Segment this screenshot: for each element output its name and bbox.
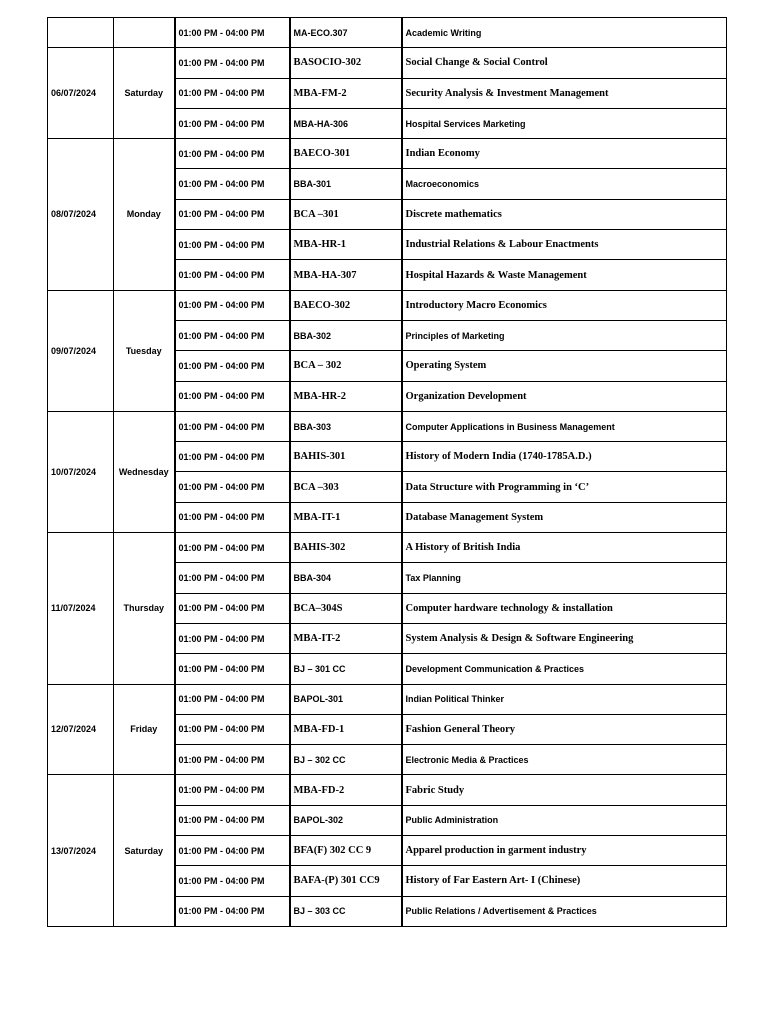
exam-schedule-sheet [47, 17, 727, 927]
course-code: BFA(F) 302 CC 9 [290, 836, 402, 866]
course-subject: Organization Development [402, 381, 727, 411]
course-code: MBA-IT-1 [290, 502, 402, 532]
course-code: BAHIS-302 [290, 533, 402, 563]
course-code: BJ – 303 CC [290, 896, 402, 926]
exam-time: 01:00 PM - 04:00 PM [175, 169, 290, 199]
course-subject: Academic Writing [402, 18, 727, 48]
exam-day: Saturday [114, 48, 175, 139]
exam-time: 01:00 PM - 04:00 PM [175, 108, 290, 138]
course-code: BBA-302 [290, 320, 402, 350]
exam-time: 01:00 PM - 04:00 PM [175, 290, 290, 320]
course-subject: Industrial Relations & Labour Enactments [402, 230, 727, 260]
course-subject: System Analysis & Design & Software Engineering [402, 623, 727, 653]
exam-time: 01:00 PM - 04:00 PM [175, 260, 290, 290]
course-subject: Discrete mathematics [402, 199, 727, 229]
exam-time: 01:00 PM - 04:00 PM [175, 745, 290, 775]
table-row [48, 411, 727, 441]
exam-day: Monday [114, 139, 175, 290]
exam-time: 01:00 PM - 04:00 PM [175, 563, 290, 593]
table-row [48, 775, 727, 805]
exam-time: 01:00 PM - 04:00 PM [175, 472, 290, 502]
table-row [48, 48, 727, 78]
course-code: MBA-FM-2 [290, 78, 402, 108]
table-row [48, 290, 727, 320]
exam-day: Friday [114, 684, 175, 775]
exam-day: Tuesday [114, 290, 175, 411]
course-subject: Data Structure with Programming in ‘C’ [402, 472, 727, 502]
course-subject: Indian Political Thinker [402, 684, 727, 714]
exam-date [48, 18, 114, 48]
table-row [48, 18, 727, 48]
course-subject: Fashion General Theory [402, 714, 727, 744]
exam-time: 01:00 PM - 04:00 PM [175, 139, 290, 169]
exam-time: 01:00 PM - 04:00 PM [175, 533, 290, 563]
course-subject: Fabric Study [402, 775, 727, 805]
exam-time: 01:00 PM - 04:00 PM [175, 502, 290, 532]
course-code: BBA-303 [290, 411, 402, 441]
exam-day: Wednesday [114, 411, 175, 532]
exam-time: 01:00 PM - 04:00 PM [175, 896, 290, 926]
exam-time: 01:00 PM - 04:00 PM [175, 836, 290, 866]
exam-time: 01:00 PM - 04:00 PM [175, 320, 290, 350]
course-code: BAPOL-301 [290, 684, 402, 714]
exam-day: Thursday [114, 533, 175, 684]
course-subject: Security Analysis & Investment Management [402, 78, 727, 108]
exam-time: 01:00 PM - 04:00 PM [175, 714, 290, 744]
course-code: BJ – 301 CC [290, 654, 402, 684]
exam-time: 01:00 PM - 04:00 PM [175, 411, 290, 441]
exam-day [114, 18, 175, 48]
course-subject: Computer Applications in Business Management [402, 411, 727, 441]
exam-date: 09/07/2024 [48, 290, 114, 411]
course-subject: Public Administration [402, 805, 727, 835]
course-subject: History of Modern India (1740-1785A.D.) [402, 442, 727, 472]
course-subject: Computer hardware technology & installation [402, 593, 727, 623]
exam-time: 01:00 PM - 04:00 PM [175, 230, 290, 260]
exam-time: 01:00 PM - 04:00 PM [175, 351, 290, 381]
schedule-body [48, 18, 727, 927]
course-code: BJ – 302 CC [290, 745, 402, 775]
course-code: MBA-HR-1 [290, 230, 402, 260]
table-row [48, 139, 727, 169]
course-subject: Hospital Services Marketing [402, 108, 727, 138]
course-subject: History of Far Eastern Art- I (Chinese) [402, 866, 727, 896]
course-code: BBA-304 [290, 563, 402, 593]
course-subject: Social Change & Social Control [402, 48, 727, 78]
exam-date: 10/07/2024 [48, 411, 114, 532]
course-code: BAPOL-302 [290, 805, 402, 835]
course-subject: Introductory Macro Economics [402, 290, 727, 320]
course-code: BAECO-302 [290, 290, 402, 320]
exam-time: 01:00 PM - 04:00 PM [175, 199, 290, 229]
course-code: MBA-HA-306 [290, 108, 402, 138]
course-code: MBA-HR-2 [290, 381, 402, 411]
course-code: BAECO-301 [290, 139, 402, 169]
course-code: BAHIS-301 [290, 442, 402, 472]
course-code: MBA-HA-307 [290, 260, 402, 290]
exam-time: 01:00 PM - 04:00 PM [175, 442, 290, 472]
course-subject: Tax Planning [402, 563, 727, 593]
exam-date: 13/07/2024 [48, 775, 114, 926]
exam-time: 01:00 PM - 04:00 PM [175, 18, 290, 48]
course-subject: Operating System [402, 351, 727, 381]
exam-time: 01:00 PM - 04:00 PM [175, 623, 290, 653]
course-subject: Apparel production in garment industry [402, 836, 727, 866]
course-code: MBA-FD-2 [290, 775, 402, 805]
exam-time: 01:00 PM - 04:00 PM [175, 805, 290, 835]
table-row [48, 684, 727, 714]
exam-time: 01:00 PM - 04:00 PM [175, 381, 290, 411]
course-code: MA-ECO.307 [290, 18, 402, 48]
course-code: BCA –301 [290, 199, 402, 229]
course-subject: Public Relations / Advertisement & Practices [402, 896, 727, 926]
course-subject: Hospital Hazards & Waste Management [402, 260, 727, 290]
exam-date: 12/07/2024 [48, 684, 114, 775]
course-subject: Electronic Media & Practices [402, 745, 727, 775]
exam-date: 08/07/2024 [48, 139, 114, 290]
course-code: BASOCIO-302 [290, 48, 402, 78]
course-subject: Database Management System [402, 502, 727, 532]
course-code: BCA –303 [290, 472, 402, 502]
course-code: BCA – 302 [290, 351, 402, 381]
exam-time: 01:00 PM - 04:00 PM [175, 654, 290, 684]
exam-schedule-table [47, 17, 727, 927]
course-code: BBA-301 [290, 169, 402, 199]
course-subject: Macroeconomics [402, 169, 727, 199]
exam-time: 01:00 PM - 04:00 PM [175, 593, 290, 623]
course-subject: Indian Economy [402, 139, 727, 169]
exam-date: 11/07/2024 [48, 533, 114, 684]
course-subject: A History of British India [402, 533, 727, 563]
exam-time: 01:00 PM - 04:00 PM [175, 684, 290, 714]
exam-time: 01:00 PM - 04:00 PM [175, 78, 290, 108]
exam-date: 06/07/2024 [48, 48, 114, 139]
course-code: BAFA-(P) 301 CC9 [290, 866, 402, 896]
exam-time: 01:00 PM - 04:00 PM [175, 48, 290, 78]
exam-time: 01:00 PM - 04:00 PM [175, 775, 290, 805]
course-subject: Principles of Marketing [402, 320, 727, 350]
table-row [48, 533, 727, 563]
exam-time: 01:00 PM - 04:00 PM [175, 866, 290, 896]
course-subject: Development Communication & Practices [402, 654, 727, 684]
exam-day: Saturday [114, 775, 175, 926]
course-code: MBA-IT-2 [290, 623, 402, 653]
course-code: BCA–304S [290, 593, 402, 623]
course-code: MBA-FD-1 [290, 714, 402, 744]
